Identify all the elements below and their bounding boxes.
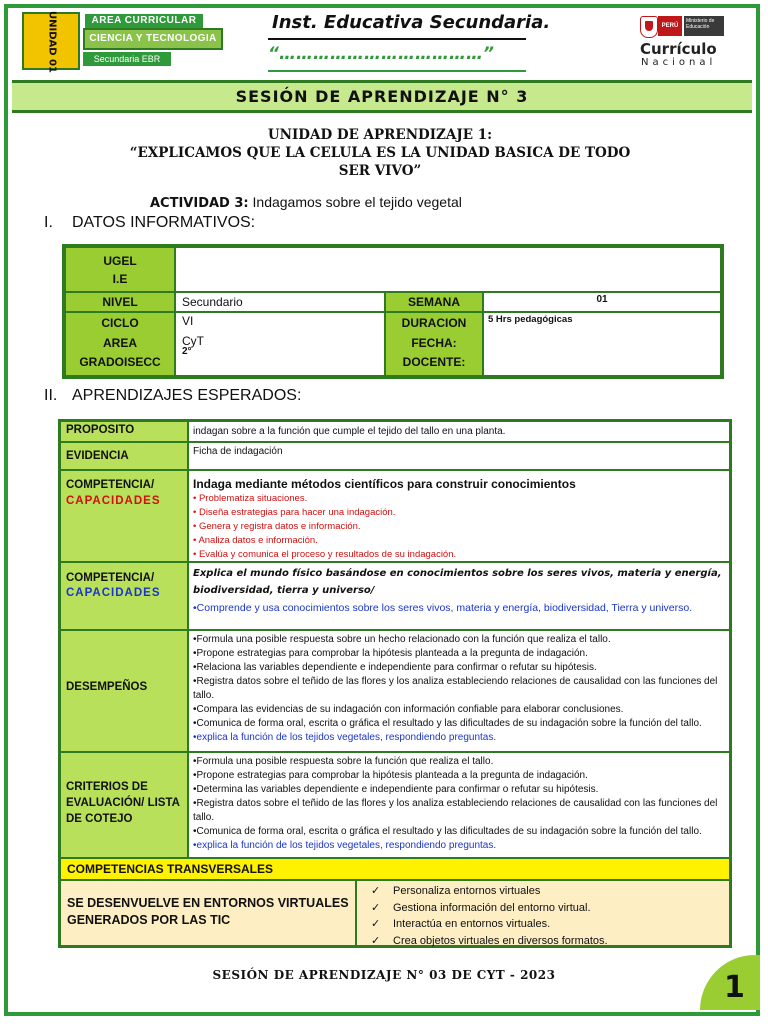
unit-badge <box>22 11 80 73</box>
datos-table <box>62 244 724 379</box>
tic-item-text: Interactúa en entornos virtuales. <box>393 918 551 930</box>
desempeno-item: •Propone estrategias para comprobar la hipótesis planteada a la pregunta de indagación. <box>193 648 588 659</box>
docente-label: DOCENTE: <box>402 355 466 369</box>
activity-text: Indagamos sobre el tejido vegetal <box>252 194 462 210</box>
checkmark-icon: ✓ <box>371 918 381 930</box>
level-label: Secundaria EBR <box>83 52 171 66</box>
tic-item <box>371 883 729 900</box>
competencia2-capacity: •Comprende y usa conocimientos sobre los seres vivos, materia y energía, biodiversidad, Tierra y universo. <box>193 602 693 614</box>
section-title: APRENDIZAJES ESPERADOS: <box>72 387 302 404</box>
criterio-item: •Comunica de forma oral, escrita o gráfica el resultado y las dificultades de su indagación sobre la función del tallo. <box>193 826 702 837</box>
ciclo-area-grado-labels <box>65 312 175 376</box>
criterio-item: •Registra datos sobre el teñido de las flores y los analiza estableciendo relaciones de causalidad con las funciones del tallo. <box>193 798 718 823</box>
ciclo-value: VI <box>182 314 194 328</box>
competencia1-content <box>187 471 729 563</box>
criterio-item: •Determina las variables dependiente e independiente para confirmar o refutar su hipótesis. <box>193 784 599 795</box>
checkmark-icon: ✓ <box>371 934 381 947</box>
tic-item <box>371 916 729 933</box>
proposito-value: indagan sobre a la función que cumple el tejido del tallo en una planta. <box>187 422 729 443</box>
session-title: SESIÓN DE APRENDIZAJE N° 3 <box>12 80 752 113</box>
desempeno-item: •Comunica de forma oral, escrita o gráfica el resultado y las dificultades de su indagación sobre la función del tallo. <box>193 718 702 729</box>
desempeno-item: •Compara las evidencias de su indagación con información confiable para elaborar conclusiones. <box>193 704 624 715</box>
capacidad-item: • Evalúa y comunica el proceso y resultados de su indagación. <box>193 549 457 560</box>
institution-title: Inst. Educativa Secundaria. <box>272 12 551 33</box>
footer-title: SESIÓN DE APRENDIZAJE N° 03 DE CYT - 2023 <box>212 968 556 982</box>
area-curricular-label: AREA CURRICULAR <box>85 14 203 28</box>
aprendizajes-table <box>58 419 732 948</box>
institution-name-underline <box>268 70 526 72</box>
institution-name-blank: “………………………………” <box>268 44 494 64</box>
checkmark-icon: ✓ <box>371 901 381 914</box>
activity-label: ACTIVIDAD 3: <box>150 196 249 211</box>
competencia1-label <box>61 471 187 563</box>
curriculo-logo-text: Currículo <box>640 40 717 58</box>
section-number: I. <box>44 214 53 231</box>
proposito-label: PROPOSITO <box>61 422 187 443</box>
ministry-label: Ministerio de Educación <box>684 16 724 36</box>
activity <box>150 194 462 211</box>
duracion-fecha-docente-labels <box>385 312 483 376</box>
duracion-value: 5 Hrs pedagógicas <box>483 312 721 376</box>
unit-title-line2: “EXPLICAMOS QUE LA CELULA ES LA UNIDAD BASICA DE TODO <box>129 145 631 161</box>
unit-title-line3: SER VIVO” <box>338 163 422 179</box>
tic-capacities-list <box>357 881 729 945</box>
ugel-ie-value <box>175 247 721 292</box>
tic-item <box>371 900 729 917</box>
section-title: DATOS INFORMATIVOS: <box>72 214 256 231</box>
grado-value: 2° <box>182 346 192 357</box>
section-datos-heading <box>44 214 255 232</box>
area-name: CIENCIA Y TECNOLOGIA <box>83 28 223 50</box>
institution-underline <box>268 38 526 40</box>
fecha-label: FECHA: <box>411 335 457 350</box>
desempeno-item: •Formula una posible respuesta sobre un hecho relacionado con la función que realiza el tallo. <box>193 634 611 645</box>
capacidad-item: • Diseña estrategias para hacer una indagación. <box>193 507 396 518</box>
competencia1-title: Indaga mediante métodos científicos para construir conocimientos <box>193 477 576 491</box>
unit-title-line1: UNIDAD DE APRENDIZAJE 1: <box>267 127 493 143</box>
competencia2-title: Explica el mundo físico basándose en conocimientos sobre los seres vivos, materia y energía, biodiversidad, tierra y universo/ <box>193 568 722 596</box>
area-value: CyT <box>182 334 204 348</box>
criterio-item: •Formula una posible respuesta sobre la función que realiza el tallo. <box>193 756 494 767</box>
capacidades-list <box>193 492 725 562</box>
competencia-label: COMPETENCIA/ <box>66 572 155 584</box>
section-number: II. <box>44 387 58 404</box>
ciclo-label: CICLO <box>101 316 139 330</box>
evidencia-value: Ficha de indagación <box>187 443 729 471</box>
desempeno-item-highlight: •explica la función de los tejidos vegetales, respondiendo preguntas. <box>193 732 497 743</box>
ugel-ie-label <box>65 247 175 292</box>
desempenos-label: DESEMPEÑOS <box>61 631 187 753</box>
checkmark-icon: ✓ <box>371 885 381 897</box>
semana-label: SEMANA <box>385 292 483 312</box>
competencias-transversales-label: COMPETENCIAS TRANSVERSALES <box>61 859 729 881</box>
semana-value: 01 <box>483 292 721 312</box>
criterio-item-highlight: •explica la función de los tejidos vegetales, respondiendo preguntas. <box>193 840 497 851</box>
unit-badge-text: UNIDAD 01 <box>46 11 58 73</box>
unit-title <box>80 126 680 180</box>
criterios-label: CRITERIOS DE EVALUACIÓN/ LISTA DE COTEJO <box>61 753 187 859</box>
competencia2-content <box>187 563 729 631</box>
tic-item <box>371 933 729 950</box>
capacidades-label: CAPACIDADES <box>66 495 161 507</box>
page-number: 1 <box>724 970 745 1005</box>
criterio-item: •Propone estrategias para comprobar la hipótesis planteada a la pregunta de indagación. <box>193 770 588 781</box>
section-aprendizajes-heading <box>44 387 301 405</box>
desempeno-item: •Relaciona las variables dependiente e independiente para confirmar o refutar su hipótesis. <box>193 662 597 673</box>
tic-item-text: Personaliza entornos virtuales <box>393 885 541 897</box>
nivel-label: NIVEL <box>65 292 175 312</box>
nacional-logo-text: Nacional <box>641 57 717 68</box>
desempenos-content <box>187 631 729 753</box>
competencia2-label <box>61 563 187 631</box>
grado-label: GRADOISECC <box>79 355 161 369</box>
competencia-label: COMPETENCIA/ <box>66 479 155 491</box>
tic-item-text: Gestiona información del entorno virtual. <box>393 901 591 914</box>
tic-item-text: Crea objetos virtuales en diversos formatos. <box>393 934 608 947</box>
capacidad-item: • Problematiza situaciones. <box>193 493 308 504</box>
area-label: AREA <box>102 335 137 350</box>
ciclo-area-grado-values <box>175 312 385 376</box>
capacidad-item: • Analiza datos e información. <box>193 535 318 546</box>
evidencia-label: EVIDENCIA <box>61 443 187 471</box>
ugel-label: UGEL <box>103 254 137 268</box>
nivel-value: Secundario <box>175 292 385 312</box>
ie-label: I.E <box>112 272 128 286</box>
capacidades-label: CAPACIDADES <box>66 587 161 599</box>
peru-flag-label: PERÚ <box>658 16 682 36</box>
desempeno-item: •Registra datos sobre el teñido de las flores y los analiza estableciendo relaciones de causalidad con las funciones del tallo. <box>193 676 718 701</box>
criterios-content <box>187 753 729 859</box>
tic-competence-label: SE DESENVUELVE EN ENTORNOS VIRTUALES GENERADOS POR LAS TIC <box>61 881 357 945</box>
shield-emblem-icon <box>640 16 658 38</box>
duracion-label: DURACION <box>401 316 467 330</box>
capacidad-item: • Genera y registra datos e información. <box>193 521 361 532</box>
